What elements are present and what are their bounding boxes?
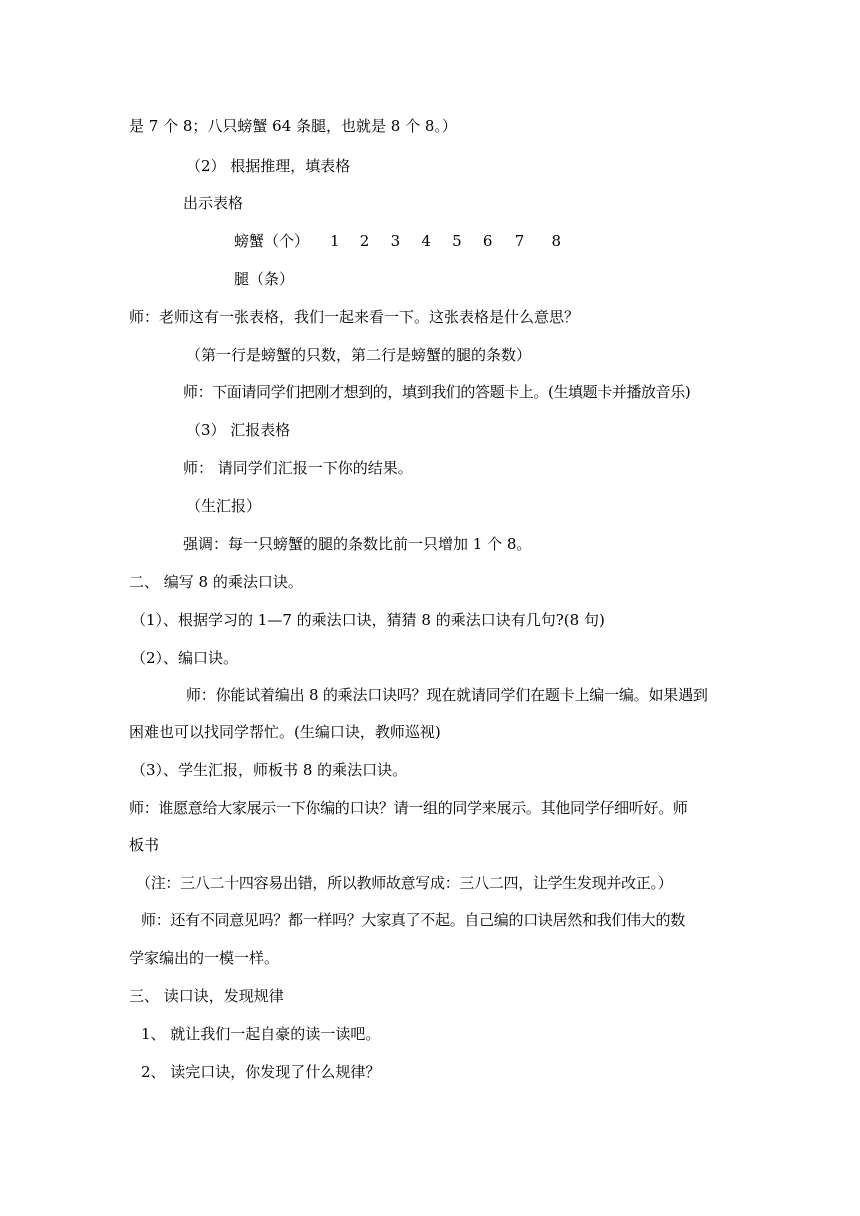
list-item: 2、 读完口诀，你发现了什么规律？ (141, 1063, 381, 1081)
text-line: 师：你能试着编出 8 的乘法口诀吗？现在就请同学们在题卡上编一编。如果遇到 (186, 686, 708, 704)
text-line: （第一行是螃蟹的只数，第二行是螃蟹的腿的条数） (186, 346, 532, 364)
table-number: 4 (421, 232, 431, 250)
text-line: 困难也可以找同学帮忙。(生编口诀，教师巡视) (129, 723, 441, 741)
table-number: 8 (551, 232, 562, 250)
text-line: 是 7 个 8；八只螃蟹 64 条腿，也就是 8 个 8。） (129, 117, 457, 135)
table-number: 3 (390, 232, 401, 250)
table-number: 6 (482, 232, 493, 250)
text-line: 出示表格 (183, 194, 244, 212)
text-line: 师：下面请同学们把刚才想到的，填到我们的答题卡上。(生填题卡并播放音乐) (183, 383, 691, 401)
text-line: 学家编出的一模一样。 (129, 949, 280, 967)
text-line: （2） 根据推理，填表格 (186, 157, 351, 175)
text-line: （注：三八二十四容易出错，所以教师故意写成：三八二四，让学生发现并改正。） (136, 874, 673, 892)
table-number: 1 (330, 232, 340, 250)
section-heading: 二、 编写 8 的乘法口诀。 (129, 573, 303, 591)
text-line: （3）、学生汇报，师板书 8 的乘法口诀。 (131, 761, 408, 779)
text-line: 师： 请同学们汇报一下你的结果。 (183, 459, 413, 477)
text-line: 师：老师这有一张表格，我们一起来看一下。这张表格是什么意思？ (129, 308, 580, 326)
list-item: 1、 就让我们一起自豪的读一读吧。 (141, 1025, 381, 1043)
text-line: 板书 (129, 836, 160, 854)
section-heading: 三、 读口诀，发现规律 (129, 987, 284, 1005)
table-row-crabs (234, 230, 574, 252)
table-number: 5 (452, 232, 462, 250)
text-line: （2）、编口诀。 (131, 649, 239, 667)
table-number: 7 (514, 232, 525, 250)
table-number: 2 (359, 232, 370, 250)
text-line: （1）、根据学习的 1—7 的乘法口诀，猜猜 8 的乘法口诀有几句?(8 句) (131, 611, 605, 629)
text-line: （3） 汇报表格 (186, 421, 291, 439)
text-line: 强调：每一只螃蟹的腿的条数比前一只增加 1 个 8。 (183, 535, 532, 553)
text-line: （生汇报） (186, 497, 262, 515)
text-line: 师：谁愿意给大家展示一下你编的口诀？请一组的同学来展示。其他同学仔细听好。师 (129, 799, 688, 817)
table-label: 螃蟹（个） (234, 232, 310, 250)
table-row-legs: 腿（条） (234, 270, 295, 288)
text-line: 师：还有不同意见吗？都一样吗？大家真了不起。自己编的口诀居然和我们伟大的数 (141, 911, 685, 929)
